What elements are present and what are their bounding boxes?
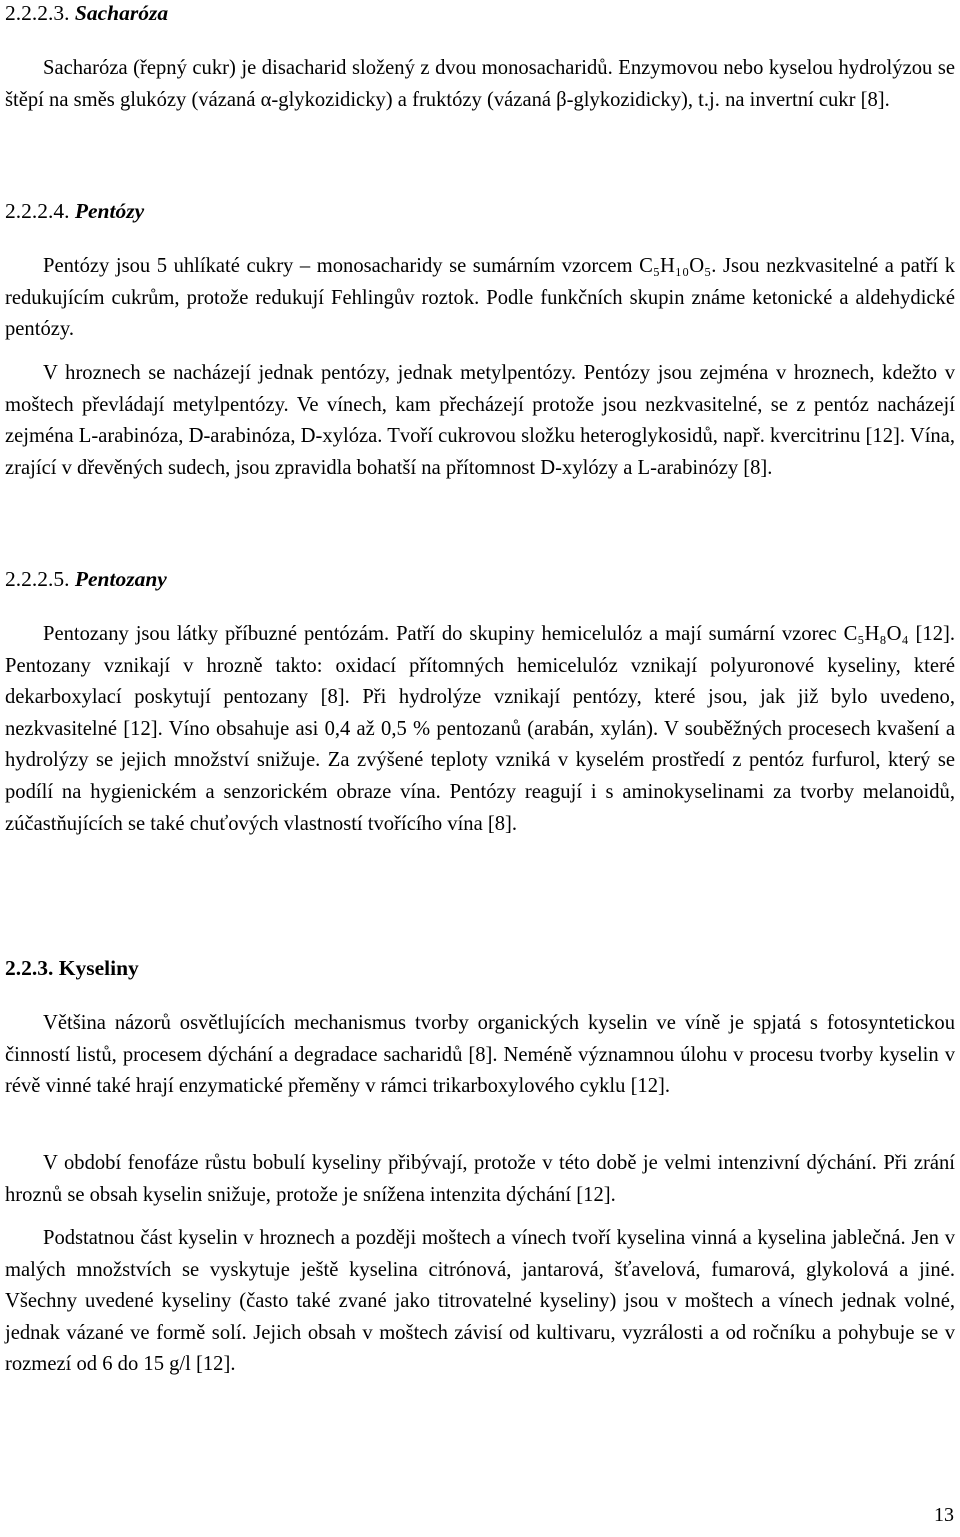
section-heading-kyseliny: [5, 955, 955, 981]
section-title: Sacharóza: [74, 1, 169, 25]
section-heading-pentozany: [5, 566, 955, 592]
page-number: 13: [934, 1504, 954, 1526]
paragraph: Podstatnou část kyselin v hroznech a později moštech a vínech tvoří kyselina vinná a kyselina jablečná. Jen v malých množstvích se vyskytuje ještě kyselina citrónová, jantarová, šťavelová, fumarová, glykolová a jiné. Všechny uvedené kyseliny (často také zvané jako titrovatelné kyseliny) jsou v moštech a vínech jednak volné, jednak vázané ve formě solí. Jejich obsah v moštech závisí od kultivaru, vyzrálosti a od ročníku a pohybuje se v rozmezí od 6 do 15 g/l [12].: [5, 1227, 955, 1376]
section-number: 2.2.2.4.: [5, 199, 70, 223]
paragraph: V hroznech se nacházejí jednak pentózy, jednak metylpentózy. Pentózy jsou zejména v hroznech, kdežto v moštech převládají metylpentózy. Ve vínech, kam přecházejí protože jsou nezkvasitelné, se z pentóz nacházejí zejména L-arabinóza, D-arabinóza, D-xylóza. Tvoří cukrovou složku heteroglykosidů, např. kvercitrinu [12]. Vína, zrající v dřevěných sudech, jsou zpravidla bohatší na přítomnost D-xylózy a L-arabinózy [8].: [5, 362, 955, 479]
paragraph: Pentózy jsou 5 uhlíkaté cukry – monosacharidy se sumárním vzorcem C₅H₁₀O₅. Jsou nezkvasitelné a patří k redukujícím cukrům, protože redukují Fehlingův roztok. Podle funkčních skupin známe ketonické a aldehydické pentózy.: [5, 255, 955, 341]
paragraph: Sacharóza (řepný cukr) je disacharid složený z dvou monosacharidů. Enzymovou nebo kyselou hydrolýzou se štěpí na směs glukózy (vázaná α-glykozidicky) a fruktózy (vázaná β-glykozidicky), t.j. na invertní cukr [8].: [5, 57, 955, 111]
section-number: 2.2.2.3.: [5, 1, 70, 25]
section-heading-sacharoza: [5, 0, 955, 26]
section-title: Kyseliny: [58, 956, 139, 980]
section-title: Pentozany: [74, 567, 167, 591]
paragraph: V období fenofáze růstu bobulí kyseliny přibývají, protože v této době je velmi intenzivní dýchání. Při zrání hroznů se obsah kyselin snižuje, protože je snížena intenzita dýchání [12].: [5, 1152, 955, 1206]
section-number: 2.2.3.: [5, 956, 54, 980]
section-number: 2.2.2.5.: [5, 567, 70, 591]
paragraph: Většina názorů osvětlujících mechanismus tvorby organických kyselin ve víně je spjatá s fotosyntetickou činností listů, procesem dýchání a degradace sacharidů [8]. Neméně významnou úlohu v procesu tvorby kyselin v révě vinné také hrají enzymatické přeměny v rámci trikarboxylového cyklu [12].: [5, 1012, 955, 1098]
paragraph: Pentozany jsou látky příbuzné pentózám. Patří do skupiny hemicelulóz a mají sumární vzorec C₅H₈O₄ [12]. Pentozany vznikají v hrozně takto: oxidací přítomných hemicelulóz vznikají polyuronové kyseliny, které dekarboxylací poskytují pentozany [8]. Při hydrolýze vznikají pentózy, které jsou, jak již bylo uvedeno, nezkvasitelné [12]. Víno obsahuje asi 0,4 až 0,5 % pentozanů (arabán, xylán). V souběžných procesech kvašení a hydrolýzy se jejich množství snižuje. Za zvýšené teploty vzniká v kyselém prostředí z pentóz furfurol, který se podílí na hygienickém a senzorickém obraze vína. Pentózy reagují i s aminokyselinami za tvorby melanoidů, zúčastňujících se také chuťových vlastností tvořícího vína [8].: [5, 623, 955, 835]
section-heading-pentozy: [5, 198, 955, 224]
section-title: Pentózy: [74, 199, 145, 223]
